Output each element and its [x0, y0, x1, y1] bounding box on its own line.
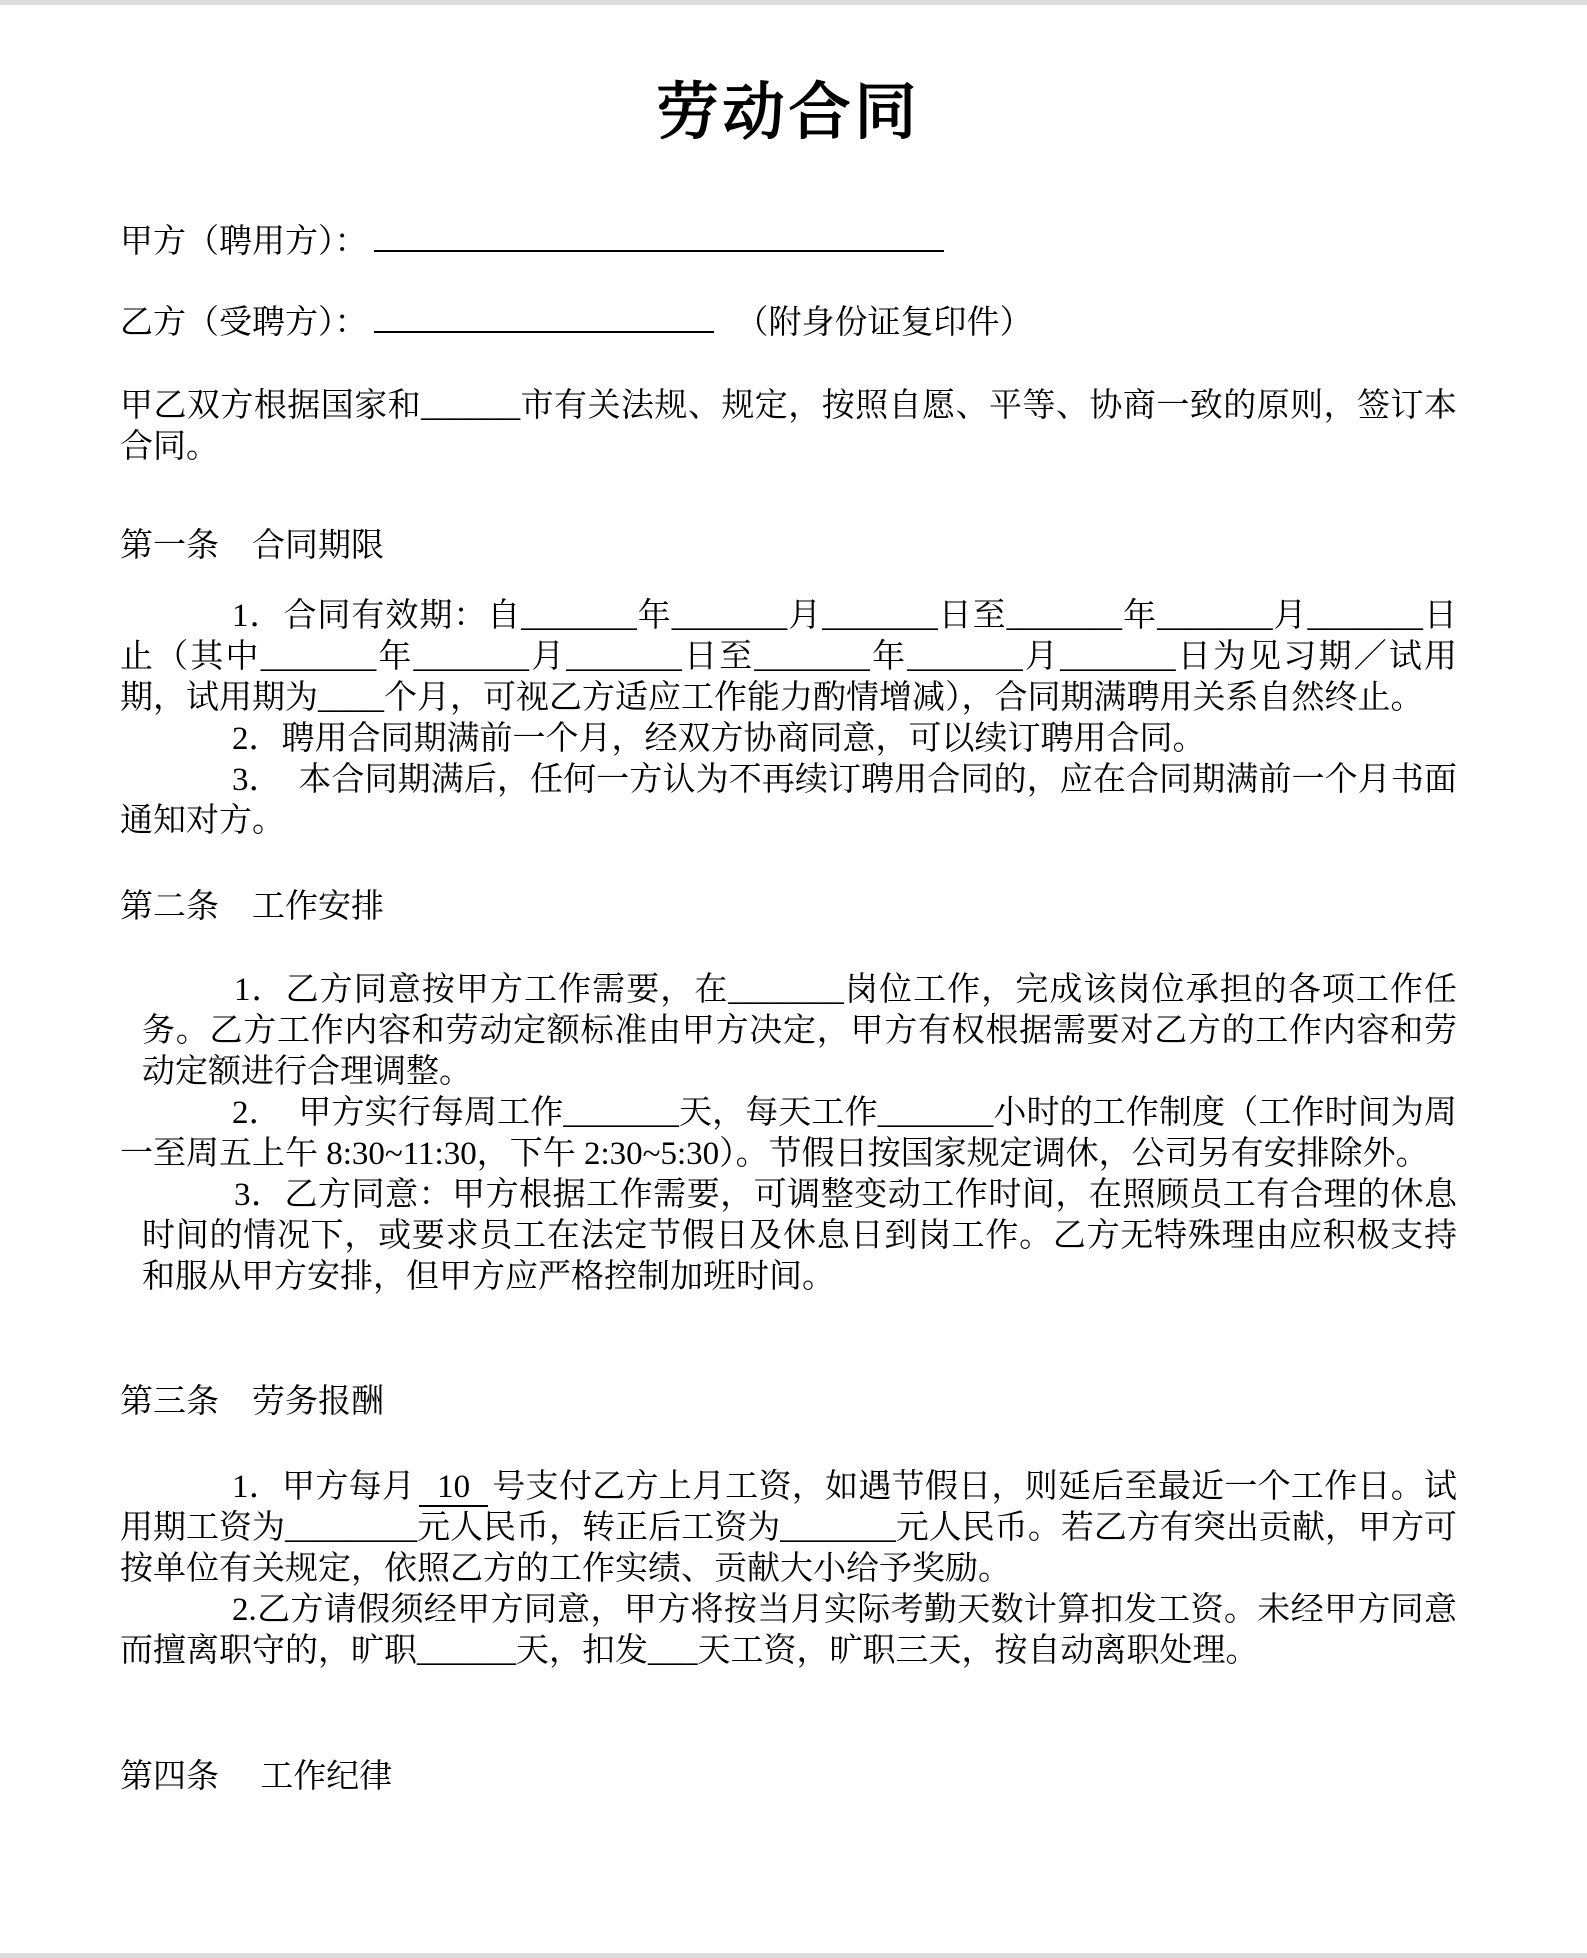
page-edge-top — [0, 0, 1587, 5]
article-3-heading: 第三条 劳务报酬 — [120, 1384, 384, 1421]
article-1-clause-1: 1．合同有效期：自_______年_______月_______日至_______年_______月_______日止（其中_______年_______月_______日至_______年_______月_______日为见习期／试用期，试用期为____个月，可视乙方适应工作能力酌情增减），合同期满聘用关系自然终止。 — [120, 598, 1457, 717]
article-2-clause-2: 2． 甲方实行每周工作_______天，每天工作_______小时的工作制度（工作时间为周一至周五上午 8:30~11:30，下午 2:30~5:30）。节假日按国家规定调休，公司另有安排除外。 — [120, 1095, 1457, 1173]
party-b-label: 乙方（受聘方）： — [120, 305, 368, 342]
document-title: 劳动合同 — [656, 79, 921, 147]
article-4-heading: 第四条 工作纪律 — [120, 1759, 393, 1796]
article-1-clause-3: 3． 本合同期满后，任何一方认为不再续订聘用合同的，应在合同期满前一个月书面通知对方。 — [120, 762, 1457, 840]
party-a-blank — [374, 217, 944, 252]
intro-paragraph: 甲乙双方根据国家和______市有关法规、规定，按照自愿、平等、协商一致的原则，签订本合同。 — [120, 388, 1457, 466]
article-3-clause-1 — [120, 1467, 1457, 1590]
article-1-clause-2: 2．聘用合同期满前一个月，经双方协商同意，可以续订聘用合同。 — [232, 721, 1206, 758]
article-2-heading: 第二条 工作安排 — [120, 889, 384, 926]
article-3-clause-2: 2.乙方请假须经甲方同意，甲方将按当月实际考勤天数计算扣发工资。未经甲方同意而擅离职守的，旷职______天，扣发___天工资，旷职三天，按自动离职处理。 — [120, 1592, 1457, 1670]
article-2-clause-3: 3．乙方同意：甲方根据工作需要，可调整变动工作时间，在照顾员工有合理的休息时间的情况下，或要求员工在法定节假日及休息日到岗工作。乙方无特殊理由应积极支持和服从甲方安排，但甲方应严格控制加班时间。 — [142, 1177, 1457, 1296]
party-a-label: 甲方（聘用方）： — [120, 224, 368, 261]
salary-day-value: 10 — [419, 1469, 488, 1507]
article-1-heading: 第一条 合同期限 — [120, 528, 384, 565]
party-a-row — [120, 217, 1457, 263]
salary-clause-prefix: 1．甲方每月 — [232, 1469, 416, 1506]
party-b-note: （附身份证复印件） — [735, 305, 1033, 342]
article-2-clause-1: 1．乙方同意按甲方工作需要，在_______岗位工作，完成该岗位承担的各项工作任务。乙方工作内容和劳动定额标准由甲方决定，甲方有权根据需要对乙方的工作内容和劳动定额进行合理调整。 — [142, 972, 1457, 1091]
party-b-blank — [374, 298, 714, 333]
salary-clause-suffix: 号支付乙方上月工资，如遇节假日，则延后至最近一个工作日。试用期工资为________元人民币，转正后工资为_______元人民币。若乙方有突出贡献，甲方可按单位有关规定，依照乙方的工作实绩、贡献大小给予奖励。 — [120, 1469, 1458, 1588]
page-edge-bottom — [0, 1953, 1587, 1958]
party-b-row — [120, 298, 1457, 344]
